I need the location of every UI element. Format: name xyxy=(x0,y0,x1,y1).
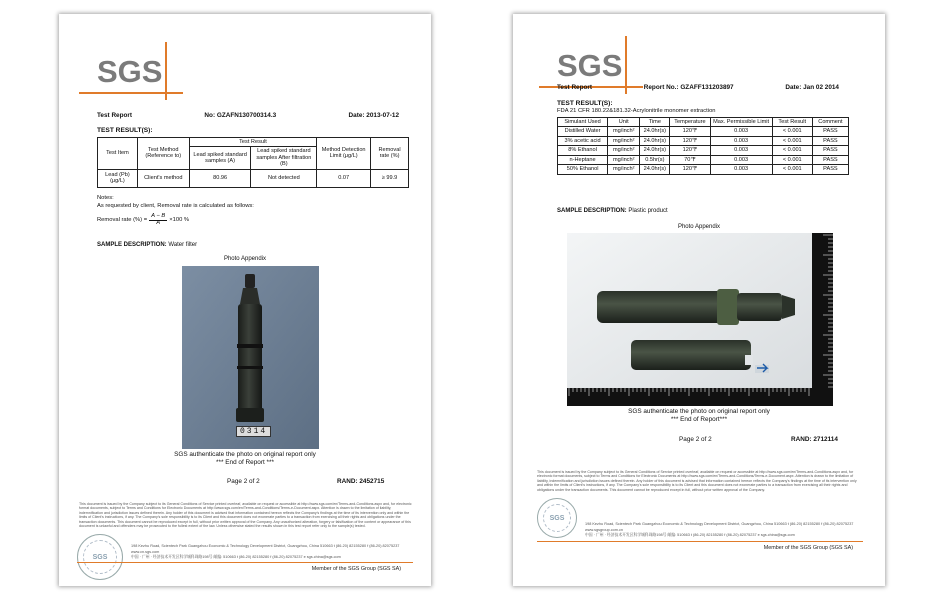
cell-time: 24.0hr(s) xyxy=(640,136,670,145)
cell-time: 24.0hr(s) xyxy=(640,165,670,174)
footer-line-2: 中国 · 广州 · 经济技术开发区科学城科珠路198号 邮编: 510663 t (86-20) 82155280 f (86-20) 82075237 e sgs.china@sgs.com xyxy=(131,555,341,560)
report-date: Date: Jan 02 2014 xyxy=(785,84,839,91)
cell-temperature: 120℉ xyxy=(670,165,710,174)
report-type: Test Report xyxy=(557,84,593,91)
notes-line: As requested by client, Removal rate is calculated as follows: xyxy=(97,203,254,210)
report-number: No: GZAFN130700314.3 xyxy=(204,112,277,119)
page-number: Page 2 of 2 xyxy=(227,478,260,485)
cell-comment: PASS xyxy=(812,136,848,145)
caption-authenticate: SGS authenticate the photo on original report only xyxy=(628,408,770,415)
cell-comment: PASS xyxy=(812,165,848,174)
page-number: Page 2 of 2 xyxy=(679,436,712,443)
header-max-limit: Max. Permissible Limit xyxy=(710,118,772,127)
cell-simulant: Distilled Water xyxy=(558,127,608,136)
header-mdl: Method Detection Limit (μg/L) xyxy=(317,138,371,170)
header-unit: Unit xyxy=(608,118,640,127)
photo-caption xyxy=(513,408,885,425)
photo-tag-number: 0314 xyxy=(236,426,271,437)
fine-print: This document is issued by the Company subject to its General Conditions of Service printed overleaf, available on request or accessible at http://www.sgs.com/en/Terms-and-Conditions.aspx and, for electronic format documents, subject to Terms and Conditions for Electronic Documents at http://www.sgs.com/en/Terms-and-Conditions/Terms-e-Document.aspx. Attention is drawn to the limitation of liability, indemnification and jurisdiction issues defined therein. Any holder of this document is advised that information contained hereon reflects the Company's findings at the time of its intervention only and within the limits of Client's instructions, if any. The Company's sole responsibility is to its Client and this document does not exonerate parties to a transaction from exercising all their rights and obligations under the transaction documents. This document cannot be reproduced except in full, without prior written approval of the Company. xyxy=(537,470,857,492)
notes xyxy=(97,194,254,211)
cell-temperature: 120℉ xyxy=(670,127,710,136)
photo-appendix-title: Photo Appendix xyxy=(677,224,721,230)
footer-block xyxy=(537,498,863,539)
table-row xyxy=(558,165,849,174)
cell-test-result: < 0.001 xyxy=(772,136,812,145)
cell-mdl: 0.07 xyxy=(317,169,371,187)
footer-rule xyxy=(537,541,863,542)
result-table xyxy=(557,117,849,175)
cell-time: 24.0hr(s) xyxy=(640,127,670,136)
cell-test-result: < 0.001 xyxy=(772,165,812,174)
cell-max-limit: 0.003 xyxy=(710,165,772,174)
footer-line-1: 198 Kezhu Road, Scientech Park Guangzhou Economic & Technology Development District, Guangzhou, China 510663 t (86-20) 82155280 f (86-20) 82075237 www.cn.sgs.com xyxy=(131,544,400,554)
cell-unit: mg/inch² xyxy=(608,155,640,164)
cell-test-method: Client's method xyxy=(137,169,189,187)
plastic-product-image xyxy=(567,233,833,406)
header-simulant: Simulant Used xyxy=(558,118,608,127)
logo-text: SGS xyxy=(557,48,623,83)
header-sample-b: Lead spiked standard samples After filtration (B) xyxy=(251,147,317,169)
caption-end-of-report: *** End of Report*** xyxy=(670,416,728,424)
footer-address xyxy=(131,534,413,561)
footer-rule xyxy=(77,562,413,563)
header-comment: Comment xyxy=(812,118,848,127)
table-row xyxy=(558,155,849,164)
test-result-title: TEST RESULT(S): xyxy=(97,127,153,134)
sgs-logo xyxy=(79,42,183,102)
footer-block xyxy=(77,534,413,580)
cell-max-limit: 0.003 xyxy=(710,136,772,145)
cell-test-result: < 0.001 xyxy=(772,127,812,136)
cell-removal-rate: ≥ 99.9 xyxy=(371,169,409,187)
cell-unit: mg/inch² xyxy=(608,127,640,136)
company-stamp: SGS xyxy=(537,498,577,538)
table-header-row xyxy=(558,118,849,127)
report-header xyxy=(557,84,839,91)
logo-text: SGS xyxy=(97,54,163,89)
cell-simulant: 3% acetic acid xyxy=(558,136,608,145)
cell-max-limit: 0.003 xyxy=(710,155,772,164)
sample-value: Plastic product xyxy=(628,208,668,214)
logo-rule-vertical xyxy=(165,42,167,100)
header-test-result: Test Result xyxy=(189,138,317,147)
notes-title: Notes: xyxy=(97,195,114,201)
header-temperature: Temperature xyxy=(670,118,710,127)
cell-temperature: 120℉ xyxy=(670,146,710,155)
test-standard: FDA 21 CFR 180.22&181.32-Acrylonitrile monomer extraction xyxy=(557,108,716,114)
cell-max-limit: 0.003 xyxy=(710,127,772,136)
cell-temperature: 70℉ xyxy=(670,155,710,164)
sample-label: SAMPLE DESCRIPTION: xyxy=(557,208,627,214)
cell-sample-a: 80.96 xyxy=(189,169,251,187)
report-date: Date: 2013-07-12 xyxy=(348,112,399,119)
fine-print: This document is issued by the Company subject to its General Conditions of Service printed overleaf, available on request or accessible at http://www.sgs.com/en/Terms-and-Conditions.aspx and, for electronic format documents, subject to Terms and Conditions for Electronic Documents at http://www.sgs.com/en/Terms-and-Conditions/Terms-e-Document.aspx. Attention is drawn to the limitation of liability, indemnification and jurisdiction issues defined therein. Any holder of this document is advised that information contained hereon reflects the Company's findings at the time of its intervention only and within the limits of Client's instructions, if any. The Company's sole responsibility is to its Client and this document does not exonerate parties to a transaction from exercising all their rights and obligations under the transaction documents. This document cannot be reproduced except in full, without prior written approval of the Company. Any unauthorized alteration, forgery or falsification of the content or appearance of this document is unlawful and offenders may be prosecuted to the fullest extent of the law. Unless otherwise stated the results shown in this test report refer only to the sample(s) tested. xyxy=(79,502,412,529)
sample-description xyxy=(557,208,668,214)
cell-sample-b: Not detected xyxy=(251,169,317,187)
cell-simulant: 50% Ethanol xyxy=(558,165,608,174)
member-text: Member of the SGS Group (SGS SA) xyxy=(311,566,401,572)
member-text: Member of the SGS Group (SGS SA) xyxy=(763,545,853,551)
cell-time: 24.0hr(s) xyxy=(640,146,670,155)
table-row xyxy=(558,136,849,145)
formula-fraction xyxy=(149,214,167,227)
cell-comment: PASS xyxy=(812,146,848,155)
header-sample-a: Lead spiked standard samples (A) xyxy=(189,147,251,169)
product-photo xyxy=(182,266,319,449)
cell-unit: mg/inch² xyxy=(608,136,640,145)
cell-simulant: 8% Ethanol xyxy=(558,146,608,155)
photo-tag xyxy=(236,426,271,437)
footer-address xyxy=(585,498,863,539)
rand-number: RAND: 2452715 xyxy=(337,478,385,485)
removal-rate-formula xyxy=(97,214,189,227)
cell-time: 0.5hr(s) xyxy=(640,155,670,164)
cell-comment: PASS xyxy=(812,127,848,136)
sample-value: Water filter xyxy=(168,242,198,248)
formula-prefix: Removal rate (%) = xyxy=(97,217,148,224)
table-row xyxy=(558,146,849,155)
result-table xyxy=(97,137,409,188)
rand-number: RAND: 2712114 xyxy=(791,436,838,443)
company-stamp: SGS xyxy=(77,534,123,580)
cell-test-item: Lead (Pb) (μg/L) xyxy=(98,169,138,187)
sample-description xyxy=(97,242,197,248)
caption-end-of-report: *** End of Report *** xyxy=(216,459,274,467)
cell-comment: PASS xyxy=(812,155,848,164)
cell-unit: mg/inch² xyxy=(608,146,640,155)
footer-line-1: 198 Kezhu Road, Scientech Park Guangzhou Economic & Technology Development District, Guangzhou, China 510663 t (86-20) 82155280 f (86-20) 82075237 www.sgsgroup.com.cn xyxy=(585,522,854,532)
report-page-1 xyxy=(59,14,431,586)
photo-caption xyxy=(59,451,431,468)
logo-rule xyxy=(79,92,183,94)
footer-line-2: 中国 · 广州 · 经济技术开发区科学城科珠路198号 邮编: 510663 t (86-20) 82155280 f (86-20) 82075237 e sgs.china@sgs.com xyxy=(585,533,795,538)
cell-test-result: < 0.001 xyxy=(772,146,812,155)
cell-temperature: 120℉ xyxy=(670,136,710,145)
header-time: Time xyxy=(640,118,670,127)
formula-suffix: ×100 % xyxy=(169,217,190,224)
header-test-item: Test Item xyxy=(98,138,138,170)
water-filter-image xyxy=(182,266,319,449)
test-result-title: TEST RESULT(S): xyxy=(557,100,613,107)
cell-simulant: n-Heptane xyxy=(558,155,608,164)
product-photo xyxy=(567,233,833,406)
header-removal-rate: Removal rate (%) xyxy=(371,138,409,170)
report-type: Test Report xyxy=(97,112,133,119)
report-header xyxy=(97,112,399,119)
photo-appendix-title: Photo Appendix xyxy=(223,256,267,262)
header-test-result: Test Result xyxy=(772,118,812,127)
cell-max-limit: 0.003 xyxy=(710,146,772,155)
formula-denominator: A xyxy=(156,219,161,226)
report-number: Report No.: GZAFF131203897 xyxy=(643,84,734,91)
report-page-2 xyxy=(513,14,885,586)
caption-authenticate: SGS authenticate the photo on original report only xyxy=(174,451,316,458)
table-row xyxy=(558,127,849,136)
sample-label: SAMPLE DESCRIPTION: xyxy=(97,242,167,248)
cell-test-result: < 0.001 xyxy=(772,155,812,164)
formula-numerator: A − B xyxy=(151,213,166,219)
header-test-method: Test Method (Reference to) xyxy=(137,138,189,170)
cell-unit: mg/inch² xyxy=(608,165,640,174)
